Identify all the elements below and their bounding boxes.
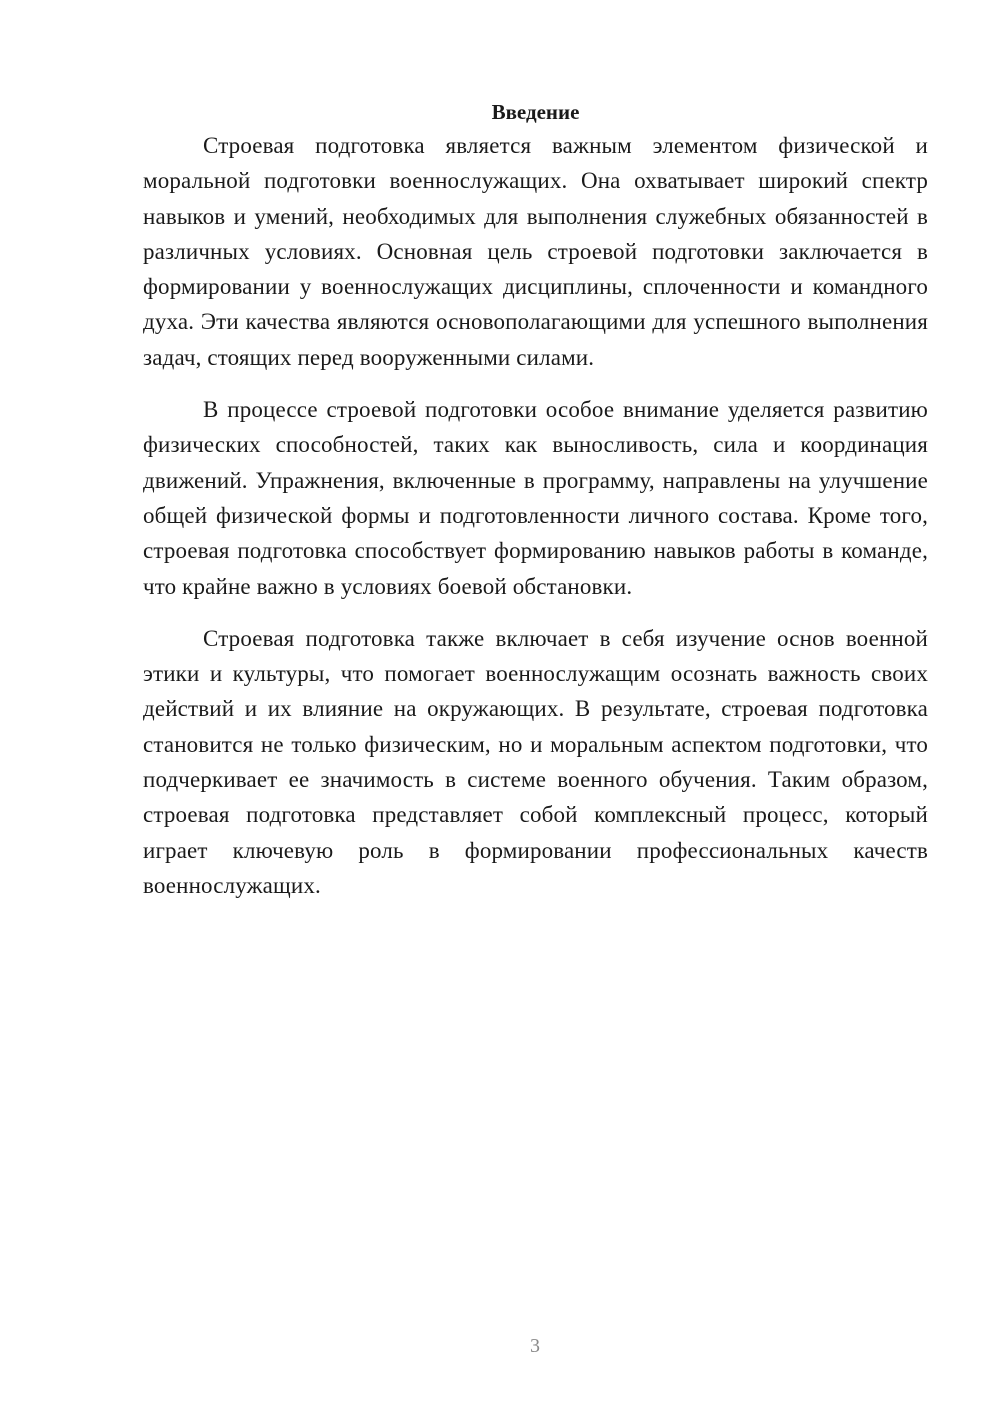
paragraph-1: Строевая подготовка является важным элементом физической и моральной подготовки военнослужащих. Она охватывает широкий спектр навыков и умений, необходимых для выполнения служебных обязанностей в различных условиях. Основная цель строевой подготовки заключается в формировании у военнослужащих дисциплины, сплоченности и командного духа. Эти качества являются основополагающими для успешного выполнения задач, стоящих перед вооруженными силами. <box>143 133 928 370</box>
paragraph-3: Строевая подготовка также включает в себя изучение основ военной этики и культуры, что помогает военнослужащим осознать важность своих действий и их влияние на окружающих. В результате, строевая подготовка становится не только физическим, но и моральным аспектом подготовки, что подчеркивает ее значимость в системе военного обучения. Таким образом, строевая подготовка представляет собой комплексный процесс, который играет ключевую роль в формировании профессиональных качеств военнослужащих. <box>143 625 928 898</box>
paragraph-2: В процессе строевой подготовки особое внимание уделяется развитию физических способностей, таких как выносливость, сила и координация движений. Упражнения, включенные в программу, направлены на улучшение общей физической формы и подготовленности личного состава. Кроме того, строевая подготовка способствует формированию навыков работы в команде, что крайне важно в условиях боевой обстановки. <box>143 397 928 599</box>
document-body <box>143 96 928 903</box>
page-number: 3 <box>530 1335 540 1357</box>
section-heading: Введение <box>491 100 580 124</box>
